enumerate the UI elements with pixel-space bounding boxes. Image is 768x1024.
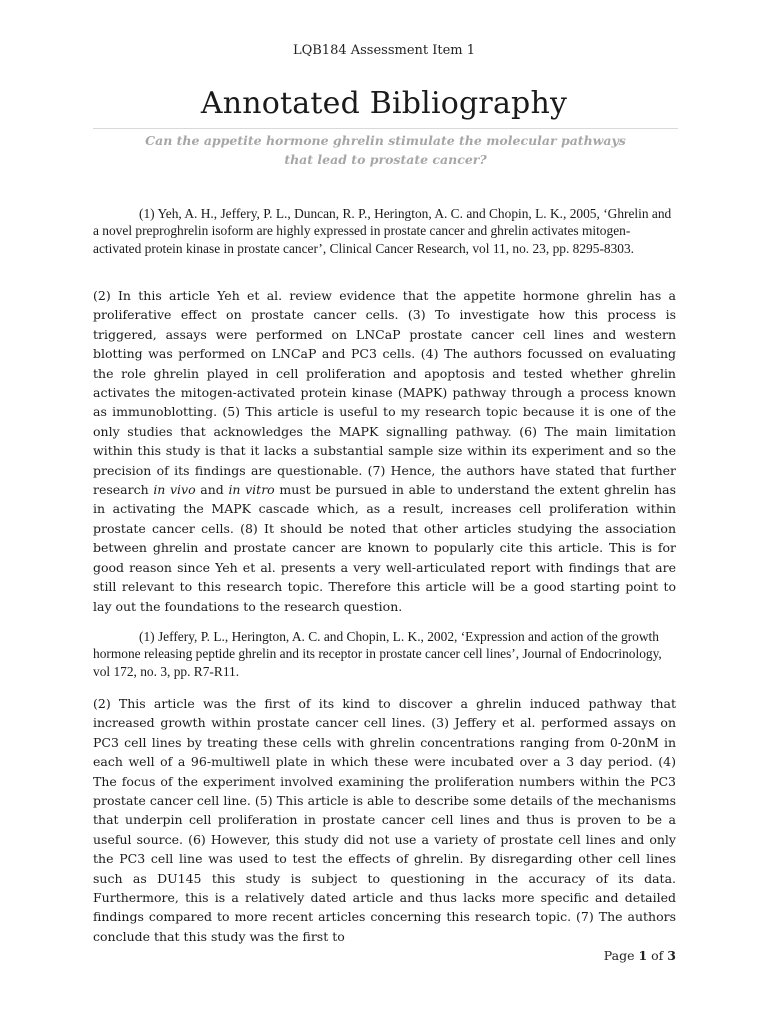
reference-text: (1) Jeffery, P. L., Herington, A. C. and Chopin, L. K., 2002, ‘Expression and action of the growth hormone releasing peptide ghrelin and its receptor in prostate cancer cell lines’, Journal of Endocrinology, vol 172, no. 3, pp. R7-R11. [93,629,662,679]
page-current: 1 [638,948,648,963]
reference-entry-1 [93,205,676,257]
research-question-line: that lead to prostate cancer? [284,152,487,167]
annotation-text: must be pursued in able to understand the extent ghrelin has in activating the MAPK cascade which, as a result, increases cell proliferation within prostate cancer cells. (8) It should be noted that other articles studying the association between ghrelin and prostate cancer are known to popularly cite this article. This is for good reason since Yeh et al. presents a very well-articulated report with findings that are still relevant to this research topic. Therefore this article will be a good starting point to lay out the foundations to the research question. [93,482,677,614]
annotation-text: (2) This article was the first of its kind to discover a ghrelin induced pathway that increased growth within prostate cancer cell lines. (3) Jeffery et al. performed assays on PC3 cell lines by treating these cells with ghrelin concentrations ranging from 0-20nM in each well of a 96-multiwell plate in which these were incubated over a 3 day period. (4) The focus of the experiment involved examining the proliferation numbers within the PC3 prostate cancer cell line. (5) This article is able to describe some details of the mechanisms that underpin cell proliferation in prostate cancer cell lines and thus is proven to be a useful source. (6) However, this study did not use a variety of prostate cell lines and only the PC3 cell line was used to test the effects of ghrelin. By disregarding other cell lines such as DU145 this study is subject to questioning in the accuracy of its data. Furthermore, this is a relatively dated article and thus lacks more specific and detailed findings compared to more recent articles concerning this research topic. (7) The authors conclude that this study was the first to [93,696,676,944]
annotation-italic-term: in vitro [228,482,275,498]
annotation-italic-term: in vivo [153,482,196,498]
research-question [93,131,678,169]
research-question-line: Can the appetite hormone ghrelin stimulate the molecular pathways [145,133,626,148]
page-total: 3 [667,948,676,963]
title-divider [93,128,678,129]
page-label: Page [603,948,635,963]
annotation-entry-1 [93,286,676,616]
running-header: LQB184 Assessment Item 1 [292,43,476,58]
page-title: Annotated Bibliography [200,86,568,121]
annotation-entry-2 [93,694,676,946]
annotation-text: (2) In this article Yeh et al. review evidence that the appetite hormone ghrelin has a proliferative effect on prostate cancer cells. (3) To investigate how this process is triggered, assays were performed on LNCaP prostate cancer cell lines and western blotting was performed on LNCaP and PC3 cells. (4) The authors focussed on evaluating the role ghrelin played in cell proliferation and apoptosis and tested whether ghrelin activates the mitogen-activated protein kinase (MAPK) pathway through a process known as immunoblotting. (5) This article is useful to my research topic because it is one of the only studies that acknowledges the MAPK signalling pathway. (6) The main limitation within this study is that it lacks a substantial sample size within its experiment and so the precision of its findings are questionable. (7) Hence, the authors have stated that further research [93,288,676,498]
reference-text: (1) Yeh, A. H., Jeffery, P. L., Duncan, R. P., Herington, A. C. and Chopin, L. K., 2005, ‘Ghrelin and a novel preproghrelin isoform are highly expressed in prostate cancer and ghrelin activates mitogen-activated protein kinase in prostate cancer’, Clinical Cancer Research, vol 11, no. 23, pp. 8295-8303. [93,206,672,256]
reference-entry-2 [93,628,676,680]
annotation-text: and [195,482,229,498]
page-number [604,948,676,963]
page-of-label: of [651,948,664,963]
